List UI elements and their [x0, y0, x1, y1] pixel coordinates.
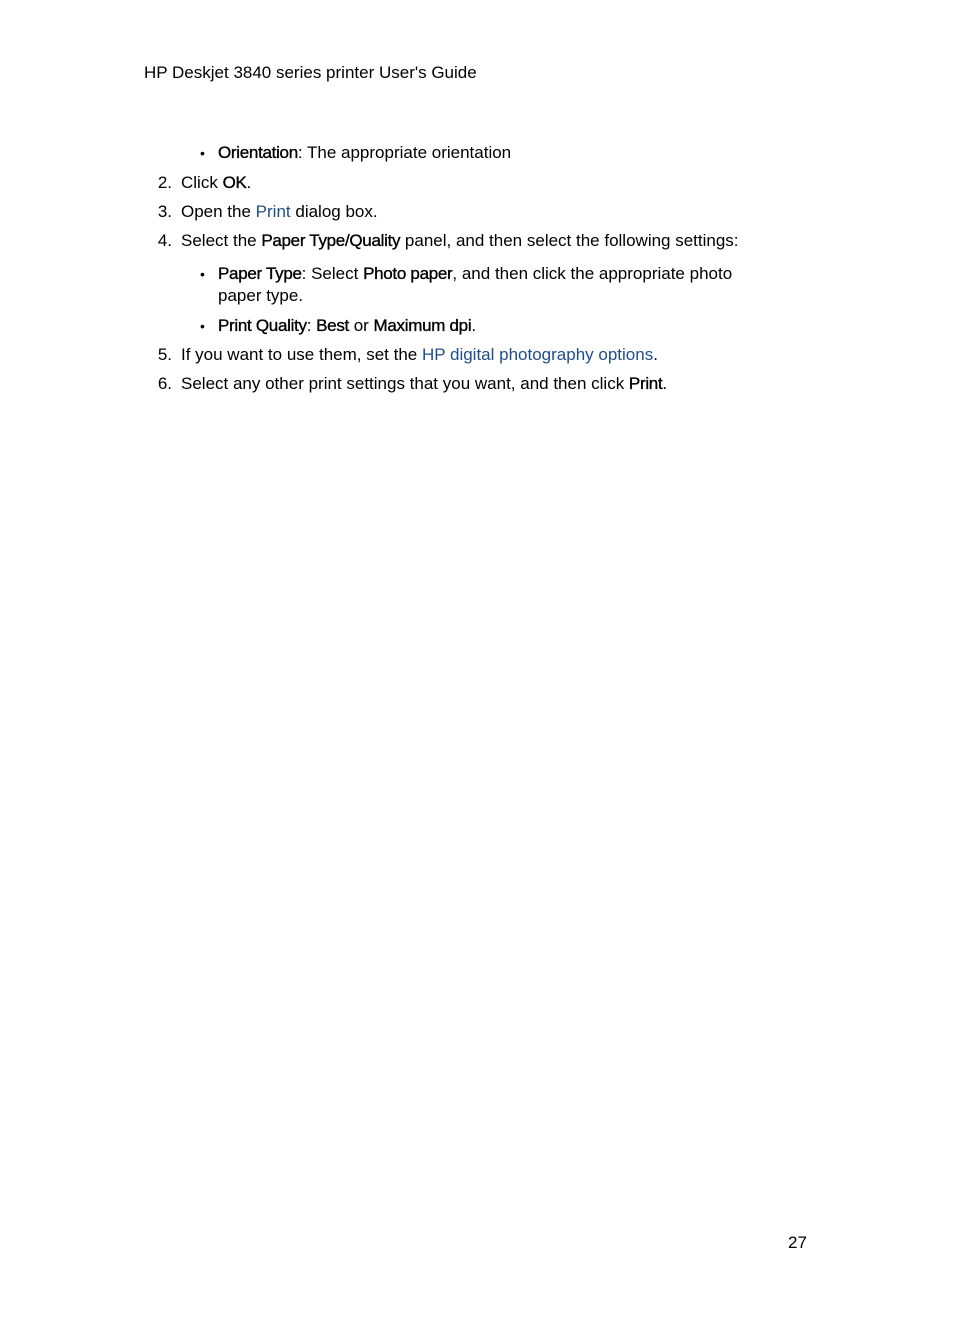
step-number: 6. — [157, 374, 172, 393]
paper-type-quality-label: Paper Type/Quality — [261, 231, 401, 250]
print-quality-sep: : — [306, 316, 317, 335]
term-print-quality: Print Quality — [218, 316, 307, 335]
print-label: Print — [628, 374, 663, 393]
step-number: 5. — [157, 345, 172, 364]
ok-label: OK — [222, 173, 247, 192]
bullet-dot: • — [200, 145, 205, 161]
photo-paper-label: Photo paper — [363, 264, 453, 283]
step-number: 3. — [157, 202, 172, 221]
hp-digital-photography-options-link[interactable]: HP digital photography options — [421, 345, 654, 364]
step3-suffix: dialog box. — [290, 202, 378, 221]
orientation-text: : The appropriate orientation — [297, 143, 512, 162]
step6-suffix: . — [662, 374, 668, 393]
step2-prefix: Click — [181, 173, 223, 192]
best-label: Best — [316, 316, 349, 335]
step6-prefix: Select any other print settings that you want, and then click — [181, 374, 629, 393]
running-header: HP Deskjet 3840 series printer User's Guide — [144, 63, 477, 82]
paper-type-text1: : Select — [301, 264, 364, 283]
step-number: 4. — [157, 231, 172, 250]
paper-type-text2: , and then click the appropriate photo — [452, 264, 733, 283]
step4-prefix: Select the — [181, 231, 262, 250]
step-number: 2. — [157, 173, 172, 192]
step5-suffix: . — [653, 345, 658, 364]
term-orientation: Orientation — [218, 143, 298, 162]
maximum-dpi-label: Maximum dpi — [373, 316, 472, 335]
step2-suffix: . — [246, 173, 252, 192]
term-paper-type: Paper Type — [218, 264, 302, 283]
print-quality-mid: or — [348, 316, 374, 335]
page-number: 27 — [788, 1233, 807, 1252]
step3-prefix: Open the — [181, 202, 256, 221]
bullet-dot: • — [200, 266, 205, 282]
bullet-dot: • — [200, 318, 205, 334]
step4-suffix: panel, and then select the following settings: — [400, 231, 739, 250]
step5-prefix: If you want to use them, set the — [181, 345, 422, 364]
print-dialog-link[interactable]: Print — [255, 202, 291, 221]
print-quality-suffix: . — [471, 316, 477, 335]
paper-type-line2: paper type. — [218, 286, 304, 305]
